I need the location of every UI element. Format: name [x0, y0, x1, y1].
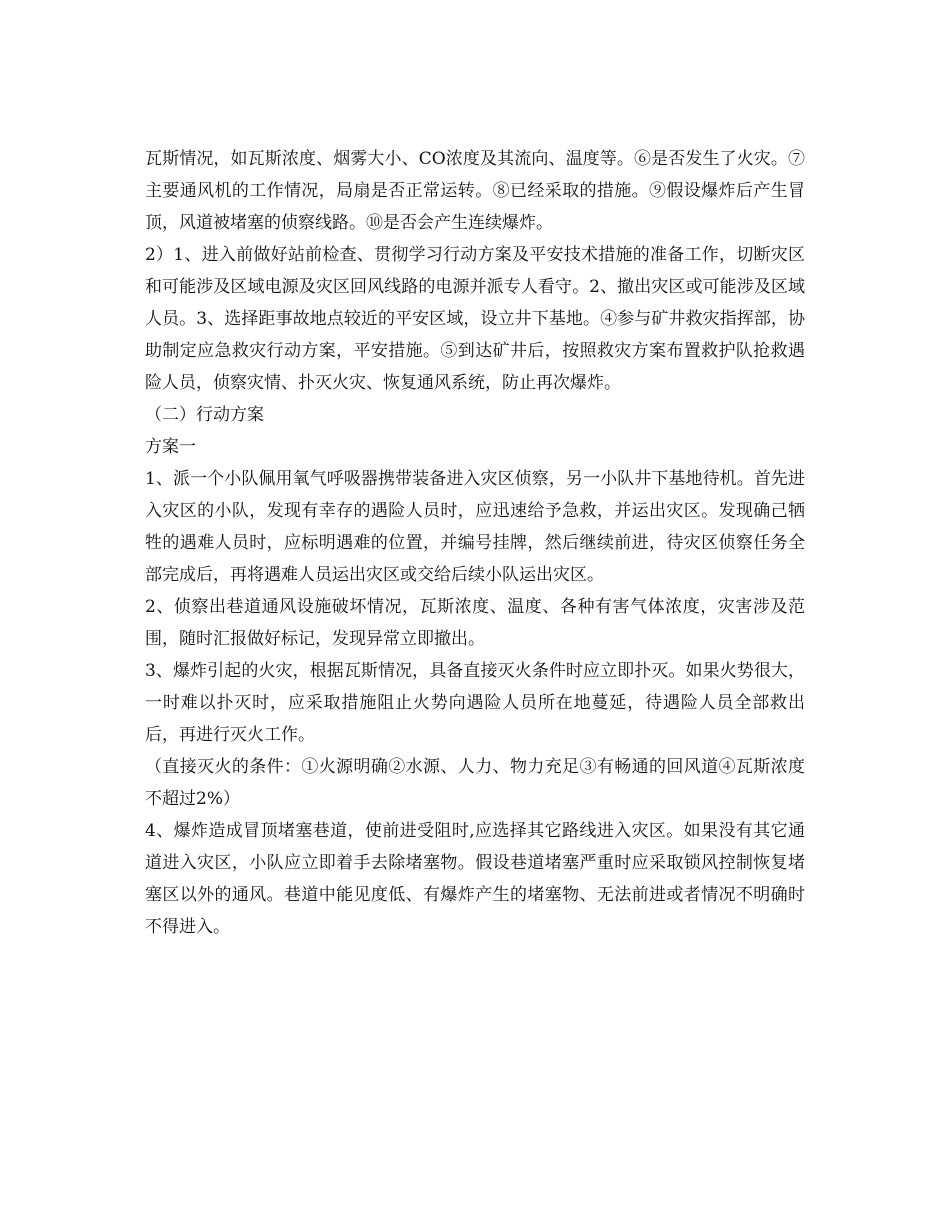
paragraph-step-2: 2、侦察出巷道通风设施破坏情况，瓦斯浓度、温度、各种有害气体浓度，灾害涉及范围，随时汇报做好标记，发现异常立即撤出。	[145, 597, 805, 649]
document-body	[145, 143, 805, 943]
section-heading-action-plan: （二）行动方案	[145, 405, 264, 425]
subheading-plan-one: 方案一	[145, 437, 196, 457]
paragraph-step-4: 4、爆炸造成冒顶堵塞巷道，使前进受阻时,应选择其它路线进入灾区。如果没有其它通道进入灾区，小队应立即着手去除堵塞物。假设巷道堵塞严重时应采取锁风控制恢复堵塞区以外的通风。巷道中能见度低、有爆炸产生的堵塞物、无法前进或者情况不明确时不得进入。	[145, 821, 805, 937]
paragraph-fire-conditions: （直接灭火的条件：①火源明确②水源、人力、物力充足③有畅通的回风道④瓦斯浓度不超过2%）	[145, 757, 805, 809]
paragraph-step-1: 1、派一个小队佩用氧气呼吸器携带装备进入灾区侦察，另一小队井下基地待机。首先进入灾区的小队，发现有幸存的遇险人员时，应迅速给予急救，并运出灾区。发现确己牺牲的遇难人员时，应标明遇难的位置，并编号挂牌，然后继续前进，待灾区侦察任务全部完成后，再将遇难人员运出灾区或交给后续小队运出灾区。	[145, 469, 805, 585]
paragraph-preparation-steps: 2）1、进入前做好站前检查、贯彻学习行动方案及平安技术措施的准备工作，切断灾区和可能涉及区域电源及灾区回风线路的电源并派专人看守。2、撤出灾区或可能涉及区域人员。3、选择距事故地点较近的平安区域，设立井下基地。④参与矿井救灾指挥部，协助制定应急救灾行动方案，平安措施。⑤到达矿井后，按照救灾方案布置救护队抢救遇险人员，侦察灾情、扑灭火灾、恢复通风系统，防止再次爆炸。	[145, 245, 805, 393]
paragraph-gas-conditions: 瓦斯情况，如瓦斯浓度、烟雾大小、CO浓度及其流向、温度等。⑥是否发生了火灾。⑦主要通风机的工作情况，局扇是否正常运转。⑧已经采取的措施。⑨假设爆炸后产生冒顶，风道被堵塞的侦察线路。⑩是否会产生连续爆炸。	[145, 149, 805, 233]
paragraph-step-3: 3、爆炸引起的火灾，根据瓦斯情况，具备直接灭火条件时应立即扑灭。如果火势很大，一时难以扑灭时，应采取措施阻止火势向遇险人员所在地蔓延，待遇险人员全部救出后，再进行灭火工作。	[145, 661, 805, 745]
